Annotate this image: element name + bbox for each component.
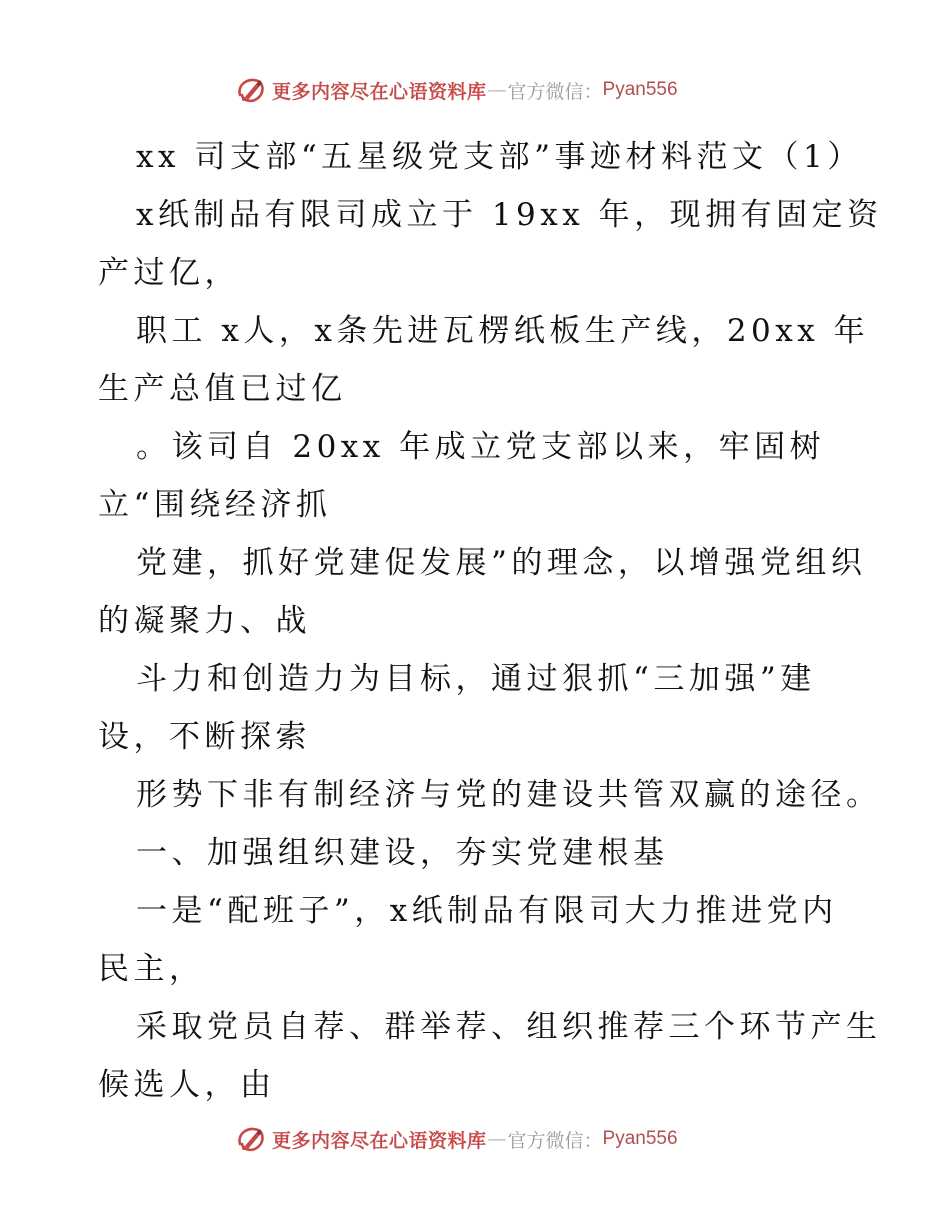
text-line: 形势下非有制经济与党的建设共管双赢的途径。 bbox=[136, 777, 882, 813]
text-line: x纸制品有限司成立于 19xx 年，现拥有固定资 bbox=[136, 197, 883, 233]
text-line: 的凝聚力、战 bbox=[98, 603, 311, 639]
text-line: 设，不断探索 bbox=[98, 719, 311, 755]
text-line: 产过亿， bbox=[98, 255, 240, 291]
banner-promo-text: 更多内容尽在心语资料库 bbox=[272, 1129, 487, 1152]
document-title: xx 司支部“五星级党支部”事迹材料范文（1） bbox=[136, 139, 863, 175]
banner-wechat-label: 官方微信： bbox=[507, 1129, 603, 1152]
text-line: 候选人，由 bbox=[98, 1067, 276, 1103]
text-line: 一是“配班子”，x纸制品有限司大力推进党内 bbox=[136, 893, 838, 929]
header-banner bbox=[234, 72, 678, 108]
text-line: 党建，抓好党建促发展”的理念，以增强党组织 bbox=[136, 545, 867, 581]
text-line: 。该司自 20xx 年成立党支部以来，牢固树 bbox=[136, 429, 826, 465]
pen-swirl-logo-icon bbox=[234, 73, 268, 107]
banner-dash: — bbox=[487, 1128, 507, 1150]
text-line: 斗力和创造力为目标，通过狠抓“三加强”建 bbox=[136, 661, 816, 697]
banner-promo-text: 更多内容尽在心语资料库 bbox=[272, 80, 487, 103]
banner-wechat-label: 官方微信： bbox=[507, 80, 603, 103]
text-line: 生产总值已过亿 bbox=[98, 371, 347, 407]
section-heading: 一、加强组织建设，夯实党建根基 bbox=[136, 835, 669, 871]
document-body bbox=[98, 128, 883, 1114]
footer-banner bbox=[234, 1121, 678, 1157]
text-line: 民主， bbox=[98, 951, 205, 987]
text-line: 立“围绕经济抓 bbox=[98, 487, 332, 523]
banner-wechat-id: Pyan556 bbox=[602, 1128, 678, 1149]
text-line: 采取党员自荐、群举荐、组织推荐三个环节产生 bbox=[136, 1009, 882, 1045]
text-line: 职工 x人，x条先进瓦楞纸板生产线，20xx 年 bbox=[136, 313, 870, 349]
banner-wechat-id: Pyan556 bbox=[602, 79, 678, 100]
pen-swirl-logo-icon bbox=[234, 1122, 268, 1156]
banner-dash: — bbox=[487, 79, 507, 101]
